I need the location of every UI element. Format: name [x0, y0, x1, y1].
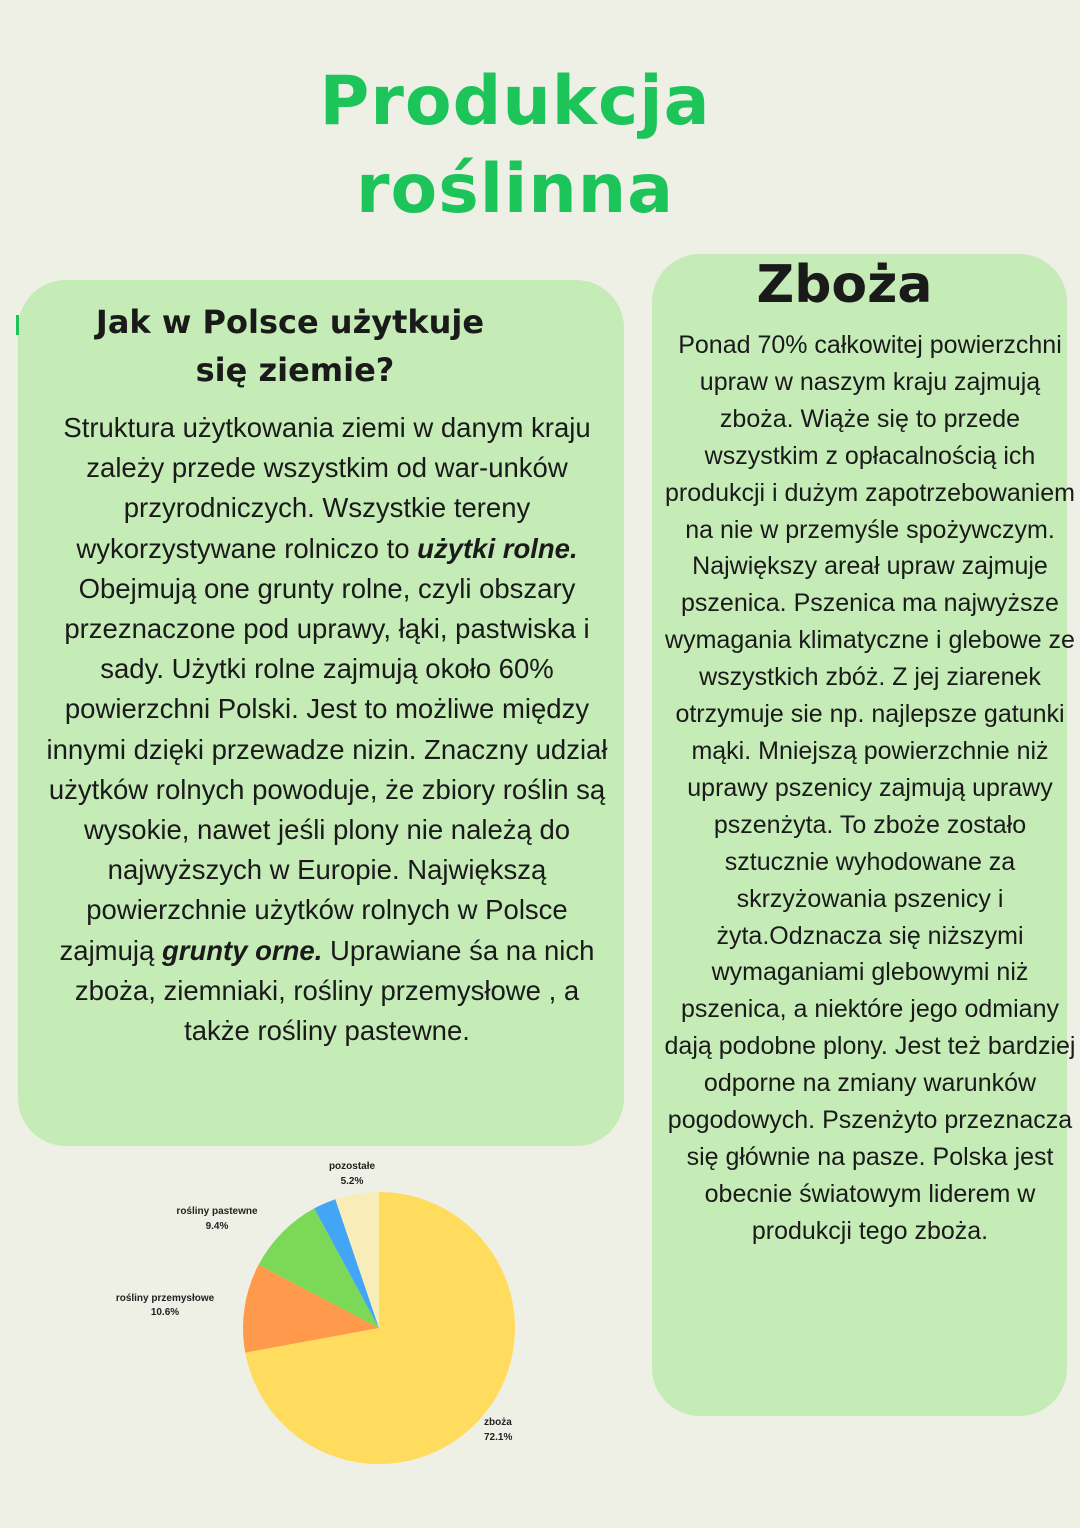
label-przemyslowe-name: rośliny przemysłowe: [115, 1293, 215, 1304]
land-use-heading-line2: się ziemie?: [195, 351, 395, 389]
label-pozostale-value: 5.2%: [340, 1176, 364, 1187]
page-title-line2: roślinna: [355, 150, 675, 229]
land-use-text-part2: Obejmują one grunty rolne, czyli obszary przeznaczone pod uprawy, łąki, pastwiska i sady. Użytki rolne zajmują około 60% powierzchni Polski. Jest to możliwe między innymi dzięki przewadze nizin. Znaczny udział użytków rolnych powoduje, że zbiory roślin są wysokie, nawet jeśli plony nie należą do najwyższych w Europie. Największą powierzchnie użytków rolnych w Polsce zajmują: [46, 572, 608, 966]
term-uzytki-rolne: użytki rolne.: [417, 532, 578, 564]
land-use-text-part3: Uprawiane śa na nich zboża, ziemniaki, rośliny przemysłowe , a także rośliny pastewne.: [74, 934, 595, 1047]
label-pastewne-value: 9.4%: [205, 1221, 229, 1232]
land-use-heading: [40, 298, 540, 394]
label-pozostale-name: pozostałe: [328, 1161, 376, 1172]
label-pastewne-name: rośliny pastewne: [176, 1206, 258, 1217]
label-zboza-value: 72.1%: [484, 1432, 513, 1443]
label-zboza-name: zboża: [484, 1417, 512, 1428]
crop-structure-pie-chart: [0, 1150, 640, 1480]
label-przemyslowe-value: 10.6%: [150, 1307, 180, 1318]
cereals-text: Ponad 70% całkowitej powierzchni upraw w naszym kraju zajmują zboża. Wiąże się to przede wszystkim z opłacalnością ich produkcji i dużym zapotrzebowaniem na nie w przemyśle spożywczym. Największy areał upraw zajmuje pszenica. Pszenica ma najwyższe wymagania klimatyczne i glebowe ze wszystkich zbóż. Z jej ziarenek otrzymuje sie np. najlepsze gatunki mąki. Mniejszą powierzchnie niż uprawy pszenicy zajmują uprawy pszenżyta. To zboże zostało sztucznie wyhodowane za skrzyżowania pszenicy i żyta.Odznacza się niższymi wymaganiami glebowymi niż pszenica, a niektóre jego odmiany dają podobne plony. Jest też bardziej odporne na zmiany warunków pogodowych. Pszenżyto przeznacza się głównie na pasze. Polska jest obecnie światowym liderem w produkcji tego zboża.: [664, 331, 1076, 1245]
term-grunty-orne: grunty orne.: [161, 934, 323, 966]
accent-bar: [16, 315, 19, 335]
cereals-heading: Zboża: [756, 255, 933, 315]
land-use-text-part1: Struktura użytkowania ziemi w danym kraju zależy przede wszystkim od war-unków przyrodniczych. Wszystkie tereny wykorzystywane rolniczo to: [63, 412, 591, 564]
page-title-line1: Produkcja: [319, 62, 711, 141]
land-use-text: [40, 408, 614, 1051]
page-title: [0, 58, 1030, 234]
land-use-heading-line1: Jak w Polsce użytkuje: [95, 303, 485, 341]
